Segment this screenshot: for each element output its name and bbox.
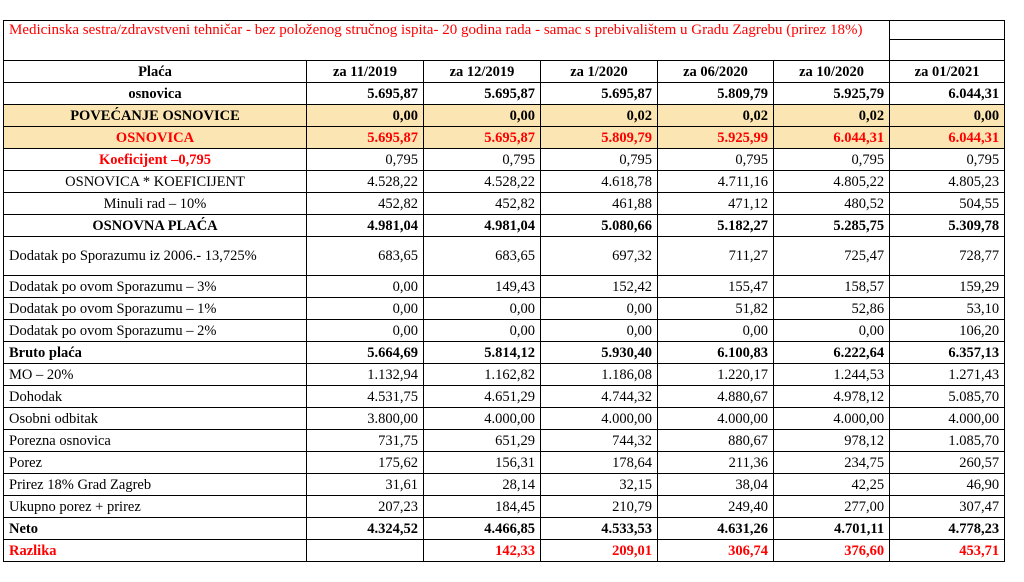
- cell-value: 159,29: [890, 276, 1005, 298]
- table-row: [4, 452, 1005, 474]
- row-label: Bruto plaća: [4, 342, 307, 364]
- cell-value: 260,57: [890, 452, 1005, 474]
- table-row: [4, 518, 1005, 540]
- cell-value: 4.466,85: [424, 518, 541, 540]
- row-label: POVEĆANJE OSNOVICE: [4, 105, 307, 127]
- cell-value: 5.080,66: [541, 215, 658, 237]
- cell-value: 0,00: [424, 320, 541, 342]
- cell-value: 6.100,83: [658, 342, 774, 364]
- cell-value: 0,00: [307, 320, 424, 342]
- cell-value: 0,00: [541, 298, 658, 320]
- cell-value: 178,64: [541, 452, 658, 474]
- cell-value: 4.711,16: [658, 171, 774, 193]
- cell-value: 1.132,94: [307, 364, 424, 386]
- table-row: [4, 430, 1005, 452]
- cell-value: 0,02: [541, 105, 658, 127]
- cell-value: 5.309,78: [890, 215, 1005, 237]
- cell-value: 142,33: [424, 540, 541, 562]
- cell-value: 0,00: [541, 320, 658, 342]
- cell-value: 471,12: [658, 193, 774, 215]
- cell-value: 4.000,00: [541, 408, 658, 430]
- cell-value: 4.981,04: [424, 215, 541, 237]
- cell-value: 249,40: [658, 496, 774, 518]
- row-label: OSNOVICA: [4, 127, 307, 149]
- cell-value: 4.618,78: [541, 171, 658, 193]
- row-label: Porezna osnovica: [4, 430, 307, 452]
- cell-value: 6.044,31: [774, 127, 890, 149]
- cell-value: 4.805,23: [890, 171, 1005, 193]
- cell-value: [307, 540, 424, 562]
- cell-value: 4.000,00: [890, 408, 1005, 430]
- cell-value: 6.044,31: [890, 127, 1005, 149]
- table-row: [4, 276, 1005, 298]
- cell-value: 0,795: [541, 149, 658, 171]
- cell-value: 711,27: [658, 237, 774, 276]
- cell-value: 4.978,12: [774, 386, 890, 408]
- table-row: [4, 127, 1005, 149]
- cell-value: 461,88: [541, 193, 658, 215]
- cell-value: 452,82: [424, 193, 541, 215]
- cell-value: 5.930,40: [541, 342, 658, 364]
- cell-value: 4.324,52: [307, 518, 424, 540]
- cell-value: 683,65: [424, 237, 541, 276]
- cell-value: 1.186,08: [541, 364, 658, 386]
- cell-value: 0,00: [307, 105, 424, 127]
- cell-value: 0,02: [658, 105, 774, 127]
- cell-value: 728,77: [890, 237, 1005, 276]
- cell-value: 4.981,04: [307, 215, 424, 237]
- table-row: [4, 298, 1005, 320]
- salary-table: [3, 20, 1005, 562]
- table-row: [4, 193, 1005, 215]
- row-label: Koeficijent –0,795: [4, 149, 307, 171]
- cell-value: 480,52: [774, 193, 890, 215]
- cell-value: 28,14: [424, 474, 541, 496]
- cell-value: 0,795: [424, 149, 541, 171]
- cell-value: 51,82: [658, 298, 774, 320]
- row-label: Dodatak po ovom Sporazumu – 3%: [4, 276, 307, 298]
- cell-value: 0,00: [424, 298, 541, 320]
- cell-value: 31,61: [307, 474, 424, 496]
- row-label: Prirez 18% Grad Zagreb: [4, 474, 307, 496]
- cell-value: 46,90: [890, 474, 1005, 496]
- cell-value: 453,71: [890, 540, 1005, 562]
- cell-value: 158,57: [774, 276, 890, 298]
- cell-value: 155,47: [658, 276, 774, 298]
- cell-value: 5.695,87: [307, 83, 424, 105]
- cell-value: 4.000,00: [774, 408, 890, 430]
- cell-value: 6.044,31: [890, 83, 1005, 105]
- cell-value: 5.285,75: [774, 215, 890, 237]
- row-label: Dodatak po Sporazumu iz 2006.- 13,725%: [4, 237, 307, 276]
- cell-value: 5.809,79: [658, 83, 774, 105]
- cell-value: 42,25: [774, 474, 890, 496]
- table-row: [4, 149, 1005, 171]
- cell-value: 4.651,29: [424, 386, 541, 408]
- cell-value: 1.271,43: [890, 364, 1005, 386]
- cell-value: 4.631,26: [658, 518, 774, 540]
- header-label: Plaća: [4, 61, 307, 83]
- cell-value: 106,20: [890, 320, 1005, 342]
- cell-value: 4.533,53: [541, 518, 658, 540]
- cell-value: 452,82: [307, 193, 424, 215]
- cell-value: 725,47: [774, 237, 890, 276]
- row-label: OSNOVICA * KOEFICIJENT: [4, 171, 307, 193]
- cell-value: 0,795: [658, 149, 774, 171]
- row-label: Ukupno porez + prirez: [4, 496, 307, 518]
- cell-value: 53,10: [890, 298, 1005, 320]
- cell-value: 0,00: [307, 276, 424, 298]
- cell-value: 504,55: [890, 193, 1005, 215]
- cell-value: 4.000,00: [658, 408, 774, 430]
- table-row: [4, 342, 1005, 364]
- row-label: Minuli rad – 10%: [4, 193, 307, 215]
- table-row: [4, 474, 1005, 496]
- table-row: [4, 540, 1005, 562]
- cell-value: 38,04: [658, 474, 774, 496]
- cell-value: 4.528,22: [424, 171, 541, 193]
- cell-value: 683,65: [307, 237, 424, 276]
- cell-value: 0,795: [307, 149, 424, 171]
- cell-value: 32,15: [541, 474, 658, 496]
- column-header: za 12/2019: [424, 61, 541, 83]
- row-label: Dodatak po ovom Sporazumu – 2%: [4, 320, 307, 342]
- cell-value: 210,79: [541, 496, 658, 518]
- cell-value: 4.744,32: [541, 386, 658, 408]
- cell-value: 0,00: [307, 298, 424, 320]
- cell-value: 880,67: [658, 430, 774, 452]
- cell-value: 5.085,70: [890, 386, 1005, 408]
- cell-value: 731,75: [307, 430, 424, 452]
- cell-value: 6.222,64: [774, 342, 890, 364]
- cell-value: 5.695,87: [424, 83, 541, 105]
- cell-value: 0,02: [774, 105, 890, 127]
- cell-value: 4.778,23: [890, 518, 1005, 540]
- cell-value: 1.220,17: [658, 364, 774, 386]
- cell-value: 4.701,11: [774, 518, 890, 540]
- cell-value: 307,47: [890, 496, 1005, 518]
- cell-value: 4.805,22: [774, 171, 890, 193]
- cell-value: 5.695,87: [424, 127, 541, 149]
- cell-value: 234,75: [774, 452, 890, 474]
- row-label: OSNOVNA PLAĆA: [4, 215, 307, 237]
- table-row: [4, 320, 1005, 342]
- row-label: Dohodak: [4, 386, 307, 408]
- row-label: Osobni odbitak: [4, 408, 307, 430]
- row-label: Dodatak po ovom Sporazumu – 1%: [4, 298, 307, 320]
- cell-value: 52,86: [774, 298, 890, 320]
- cell-value: 0,00: [774, 320, 890, 342]
- table-title: Medicinska sestra/zdravstveni tehničar - bez položenog stručnog ispita- 20 godina rada - samac s prebivalištem u Gradu Zagrebu (prirez 18%): [4, 21, 890, 61]
- cell-value: 5.182,27: [658, 215, 774, 237]
- row-label: osnovica: [4, 83, 307, 105]
- cell-value: 744,32: [541, 430, 658, 452]
- salary-table-container: [3, 20, 1005, 562]
- cell-value: 149,43: [424, 276, 541, 298]
- cell-value: 5.695,87: [541, 83, 658, 105]
- header-row: [4, 61, 1005, 83]
- cell-value: 5.925,99: [658, 127, 774, 149]
- cell-value: 376,60: [774, 540, 890, 562]
- cell-value: 0,00: [424, 105, 541, 127]
- table-row: [4, 496, 1005, 518]
- row-label: Neto: [4, 518, 307, 540]
- cell-value: 4.880,67: [658, 386, 774, 408]
- cell-value: 1.244,53: [774, 364, 890, 386]
- row-label: MO – 20%: [4, 364, 307, 386]
- cell-value: 697,32: [541, 237, 658, 276]
- column-header: za 06/2020: [658, 61, 774, 83]
- cell-value: 0,00: [890, 105, 1005, 127]
- cell-value: 5.925,79: [774, 83, 890, 105]
- column-header: za 1/2020: [541, 61, 658, 83]
- column-header: za 10/2020: [774, 61, 890, 83]
- cell-value: 184,45: [424, 496, 541, 518]
- cell-value: 211,36: [658, 452, 774, 474]
- cell-value: 277,00: [774, 496, 890, 518]
- cell-value: 1.162,82: [424, 364, 541, 386]
- row-label: Porez: [4, 452, 307, 474]
- title-row: [4, 21, 1005, 40]
- cell-value: 5.664,69: [307, 342, 424, 364]
- cell-value: 3.800,00: [307, 408, 424, 430]
- table-row: [4, 83, 1005, 105]
- cell-value: 5.695,87: [307, 127, 424, 149]
- cell-value: 0,795: [890, 149, 1005, 171]
- empty-cell: [890, 40, 1005, 61]
- column-header: za 01/2021: [890, 61, 1005, 83]
- cell-value: 0,00: [658, 320, 774, 342]
- cell-value: 306,74: [658, 540, 774, 562]
- column-header: za 11/2019: [307, 61, 424, 83]
- cell-value: 4.531,75: [307, 386, 424, 408]
- table-row: [4, 408, 1005, 430]
- cell-value: 651,29: [424, 430, 541, 452]
- cell-value: 207,23: [307, 496, 424, 518]
- table-row: [4, 237, 1005, 276]
- cell-value: 152,42: [541, 276, 658, 298]
- table-row: [4, 215, 1005, 237]
- cell-value: 209,01: [541, 540, 658, 562]
- cell-value: 175,62: [307, 452, 424, 474]
- empty-cell: [890, 21, 1005, 40]
- cell-value: 4.528,22: [307, 171, 424, 193]
- cell-value: 5.814,12: [424, 342, 541, 364]
- cell-value: 1.085,70: [890, 430, 1005, 452]
- table-row: [4, 364, 1005, 386]
- cell-value: 6.357,13: [890, 342, 1005, 364]
- cell-value: 5.809,79: [541, 127, 658, 149]
- cell-value: 978,12: [774, 430, 890, 452]
- table-row: [4, 105, 1005, 127]
- cell-value: 4.000,00: [424, 408, 541, 430]
- table-row: [4, 386, 1005, 408]
- cell-value: 0,795: [774, 149, 890, 171]
- cell-value: 156,31: [424, 452, 541, 474]
- row-label: Razlika: [4, 540, 307, 562]
- table-row: [4, 171, 1005, 193]
